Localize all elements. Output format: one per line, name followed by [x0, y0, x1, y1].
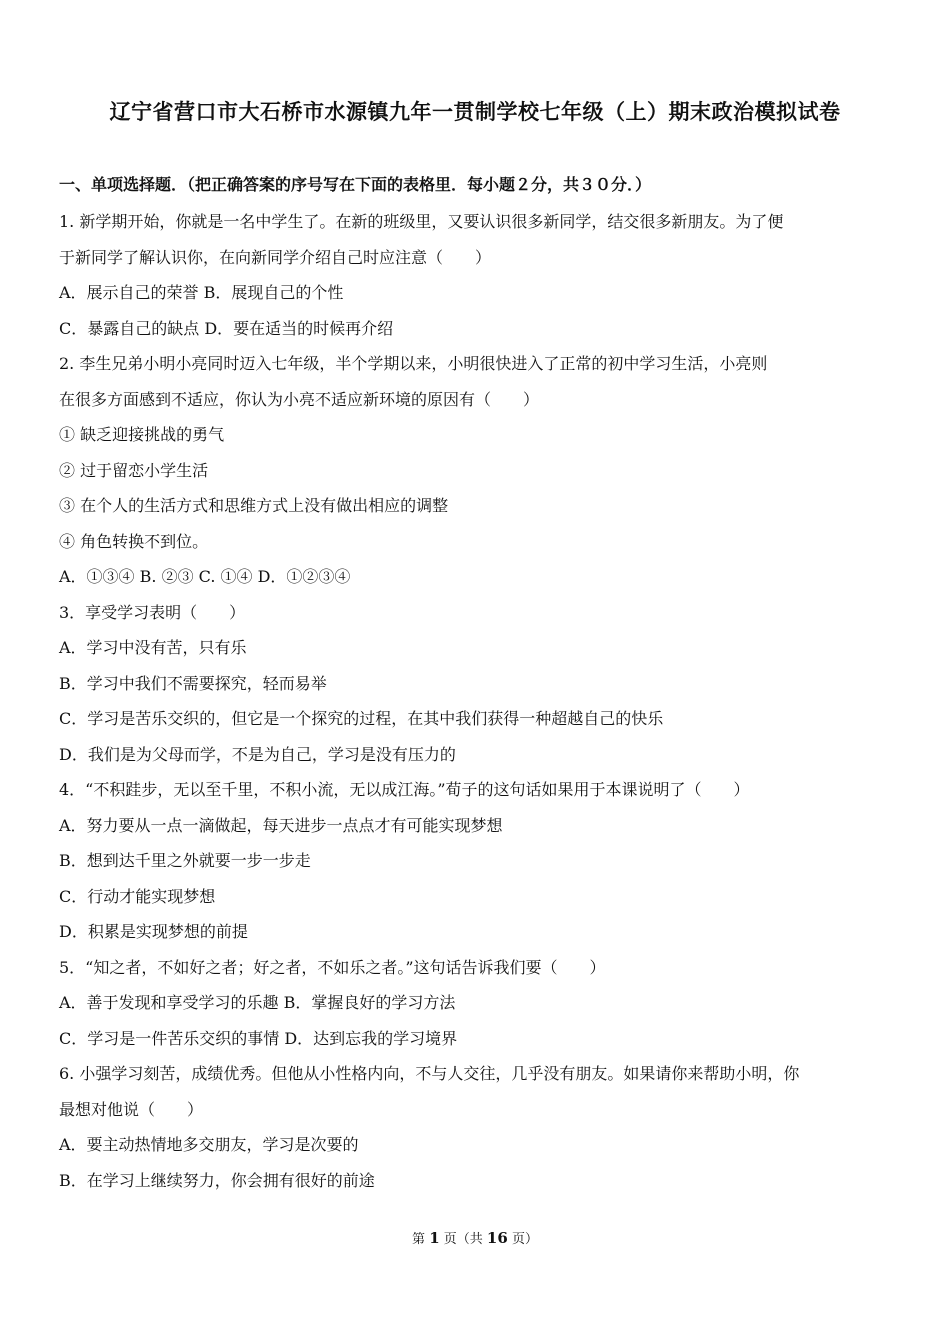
text-line: ① 缺乏迎接挑战的勇气	[59, 425, 225, 444]
page-title: 辽宁省营口市大石桥市水源镇九年一贯制学校七年级（上）期末政治模拟试卷	[109, 99, 841, 124]
text-line: ② 过于留恋小学生活	[59, 460, 209, 480]
text-line: A．努力要从一点一滴做起，每天进步一点点才有可能实现梦想	[59, 815, 503, 835]
text-line: ④ 角色转换不到位。	[59, 531, 209, 551]
text-line: B．想到达千里之外就要一步一步走	[59, 851, 311, 870]
text-line: C．学习是一件苦乐交织的事情 D．达到忘我的学习境界	[59, 1028, 458, 1048]
text-line: D．我们是为父母而学，不是为自己，学习是没有压力的	[59, 744, 456, 764]
text-line: A．要主动热情地多交朋友，学习是次要的	[59, 1135, 359, 1154]
text-line: A．善于发现和享受学习的乐趣 B．掌握良好的学习方法	[59, 993, 456, 1012]
text-line: 3．享受学习表明（ ）	[59, 602, 246, 622]
text-line: 在很多方面感到不适应，你认为小亮不适应新环境的原因有（ ）	[59, 389, 540, 409]
text-line: 最想对他说（ ）	[59, 1099, 204, 1119]
text-line: D．积累是实现梦想的前提	[59, 922, 248, 941]
footer-suffix: 页）	[511, 1232, 538, 1247]
text-line: 2. 李生兄弟小明小亮同时迈入七年级，半个学期以来，小明很快进入了正常的初中学习生活，小亮则	[59, 354, 768, 373]
page-number: 1	[429, 1229, 440, 1247]
text-line: B．学习中我们不需要探究，轻而易举	[59, 673, 327, 693]
text-line: 6. 小强学习刻苦，成绩优秀。但他从小性格内向，不与人交往，几乎没有朋友。如果请你来帮助小明，你	[59, 1064, 800, 1083]
text-line: A．①③④ B. ②③ C. ①④ D．①②③④	[59, 567, 351, 586]
footer-middle: 页（共	[443, 1232, 483, 1247]
text-line: C．学习是苦乐交织的，但它是一个探究的过程，在其中我们获得一种超越自己的快乐	[59, 709, 664, 728]
footer-prefix: 第	[412, 1232, 426, 1247]
question-body	[59, 170, 894, 1198]
text-line: C．暴露自己的缺点 D．要在适当的时候再介绍	[59, 318, 394, 338]
text-line: B．在学习上继续努力，你会拥有很好的前途	[59, 1170, 375, 1190]
text-line: 4．“不积跬步，无以至千里，不积小流，无以成江海。”荀子的这句话如果用于本课说明了（ ）	[59, 780, 750, 799]
text-line: 1. 新学期开始，你就是一名中学生了。在新的班级里，又要认识很多新同学，结交很多新朋友。为了便	[59, 212, 784, 231]
text-line: 于新同学了解认识你，在向新同学介绍自己时应注意（ ）	[59, 247, 492, 267]
page-footer	[0, 1228, 950, 1247]
total-pages: 16	[486, 1229, 508, 1247]
section-heading: 一、单项选择题．（把正确答案的序号写在下面的表格里．每小题２分，共３０分．）	[59, 175, 652, 194]
text-line: 5．“知之者，不如好之者；好之者，不如乐之者。”这句话告诉我们要（ ）	[59, 957, 606, 977]
text-line: A．展示自己的荣誉 B．展现自己的个性	[59, 283, 344, 302]
text-line: A．学习中没有苦，只有乐	[59, 638, 247, 657]
text-line: C．行动才能实现梦想	[59, 886, 216, 906]
text-line: ③ 在个人的生活方式和思维方式上没有做出相应的调整	[59, 496, 449, 515]
